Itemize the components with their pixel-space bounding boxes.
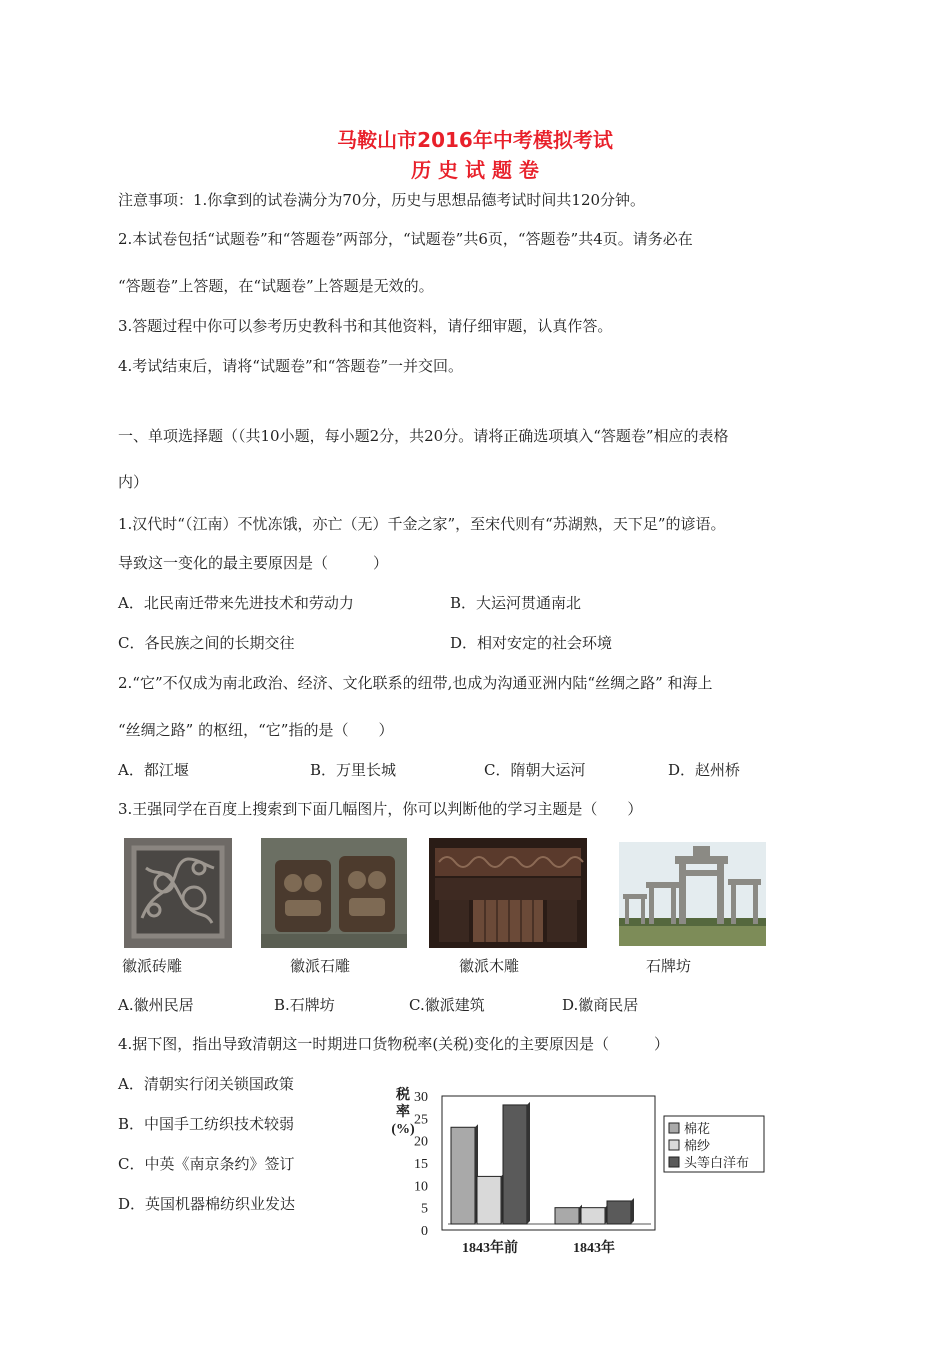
q2-option-a: A．都江堰	[118, 761, 189, 779]
bar-头等白洋布-1843年	[607, 1201, 631, 1224]
q1-option-a: A．北民南迁带来先进技术和劳动力	[118, 594, 354, 612]
legend-label: 头等白洋布	[684, 1155, 750, 1170]
section-heading-cont: 内）	[118, 473, 149, 491]
note-3: 3.答题过程中你可以参考历史教科书和其他资料，请仔细审题，认真作答。	[118, 317, 613, 335]
q2-option-d: D．赵州桥	[668, 761, 741, 779]
q3-option-c: C.徽派建筑	[409, 996, 485, 1014]
y-tick-label: 20	[414, 1134, 428, 1150]
q2-option-b: B．万里长城	[310, 761, 397, 779]
caption-stone-carving: 徽派石雕	[290, 957, 351, 975]
q4-option-a: A．清朝实行闭关锁国政策	[118, 1075, 294, 1093]
bar-棉纱-1843年	[581, 1208, 605, 1224]
q3-option-b: B.石牌坊	[274, 996, 335, 1014]
brick-carving-image	[124, 838, 232, 948]
q2-option-c: C．隋朝大运河	[484, 761, 586, 779]
q1-option-c: C．各民族之间的长期交往	[118, 634, 295, 652]
section-heading: 一、单项选择题（（共10小题，每小题2分，共20分。请将正确选项填入“答题卷”相应的表格	[118, 427, 729, 445]
q1-option-d: D．相对安定的社会环境	[450, 634, 613, 652]
q3-option-a: A.徽州民居	[118, 996, 194, 1014]
y-tick-label: 25	[414, 1112, 428, 1128]
y-axis-label: 率	[396, 1105, 410, 1120]
y-axis-label: (%)	[391, 1122, 415, 1137]
legend-label: 棉花	[684, 1121, 711, 1136]
bar-头等白洋布-1843年前	[503, 1105, 527, 1224]
q1-stem-cont: 导致这一变化的最主要原因是（ ）	[118, 554, 389, 572]
bar-棉花-1843年前	[451, 1127, 475, 1224]
bar-棉花-1843年	[555, 1208, 579, 1224]
tariff-bar-chart	[380, 1080, 780, 1260]
wood-carving-image	[429, 838, 587, 948]
y-tick-label: 15	[414, 1157, 428, 1172]
caption-stone-archway: 石牌坊	[646, 957, 692, 975]
q4-option-c: C．中英《南京条约》签订	[118, 1155, 295, 1173]
exam-title: 马鞍山市2016年中考模拟考试	[337, 128, 613, 152]
exam-subtitle: 历 史 试 题 卷	[411, 158, 539, 182]
bar-棉纱-1843年前	[477, 1176, 501, 1224]
q3-stem: 3.王强同学在百度上搜索到下面几幅图片，你可以判断他的学习主题是（ ）	[118, 800, 643, 818]
bar-side	[631, 1198, 634, 1224]
note-2-cont: “答题卷”上答题，在“试题卷”上答题是无效的。	[118, 277, 434, 295]
x-tick-label: 1843年	[573, 1241, 615, 1256]
caption-brick-carving: 徽派砖雕	[122, 957, 183, 975]
q4-option-d: D．英国机器棉纺织业发达	[118, 1195, 296, 1213]
q1-stem: 1.汉代时“（江南）不忧冻饿，亦亡（无）千金之家”，至宋代则有“苏湖熟，天下足”的谚语。	[118, 515, 726, 533]
stone-carving-image	[261, 838, 407, 948]
note-1: 注意事项：1.你拿到的试卷满分为70分，历史与思想品德考试时间共120分钟。	[118, 191, 646, 209]
bar-side	[527, 1102, 530, 1224]
x-tick-label: 1843年前	[462, 1241, 518, 1256]
y-tick-label: 5	[421, 1201, 428, 1217]
legend-label: 棉纱	[684, 1138, 711, 1153]
q1-option-b: B．大运河贯通南北	[450, 594, 582, 612]
y-tick-label: 30	[414, 1090, 428, 1105]
legend-swatch-棉花	[669, 1123, 679, 1133]
legend-swatch-头等白洋布	[669, 1157, 679, 1167]
q2-stem: 2.“它”不仅成为南北政治、经济、文化联系的纽带,也成为沟通亚洲内陆“丝绸之路” 和海上	[118, 674, 713, 692]
q4-option-b: B．中国手工纺织技术较弱	[118, 1115, 295, 1133]
y-tick-label: 0	[421, 1224, 428, 1239]
caption-wood-carving: 徽派木雕	[459, 957, 520, 975]
q4-stem: 4.据下图，指出导致清朝这一时期进口货物税率(关税)变化的主要原因是（ ）	[118, 1035, 670, 1053]
legend-swatch-棉纱	[669, 1140, 679, 1150]
note-2: 2.本试卷包括“试题卷”和“答题卷”两部分，“试题卷”共6页，“答题卷”共4页。请务必在	[118, 230, 693, 248]
note-4: 4.考试结束后，请将“试题卷”和“答题卷”一并交回。	[118, 357, 463, 375]
q2-stem-cont: “丝绸之路” 的枢纽，“它”指的是（ ）	[118, 721, 394, 739]
stone-archway-image	[619, 842, 766, 946]
y-axis-label: 税	[396, 1088, 410, 1103]
y-tick-label: 10	[414, 1179, 428, 1195]
q3-option-d: D.徽商民居	[562, 996, 639, 1014]
